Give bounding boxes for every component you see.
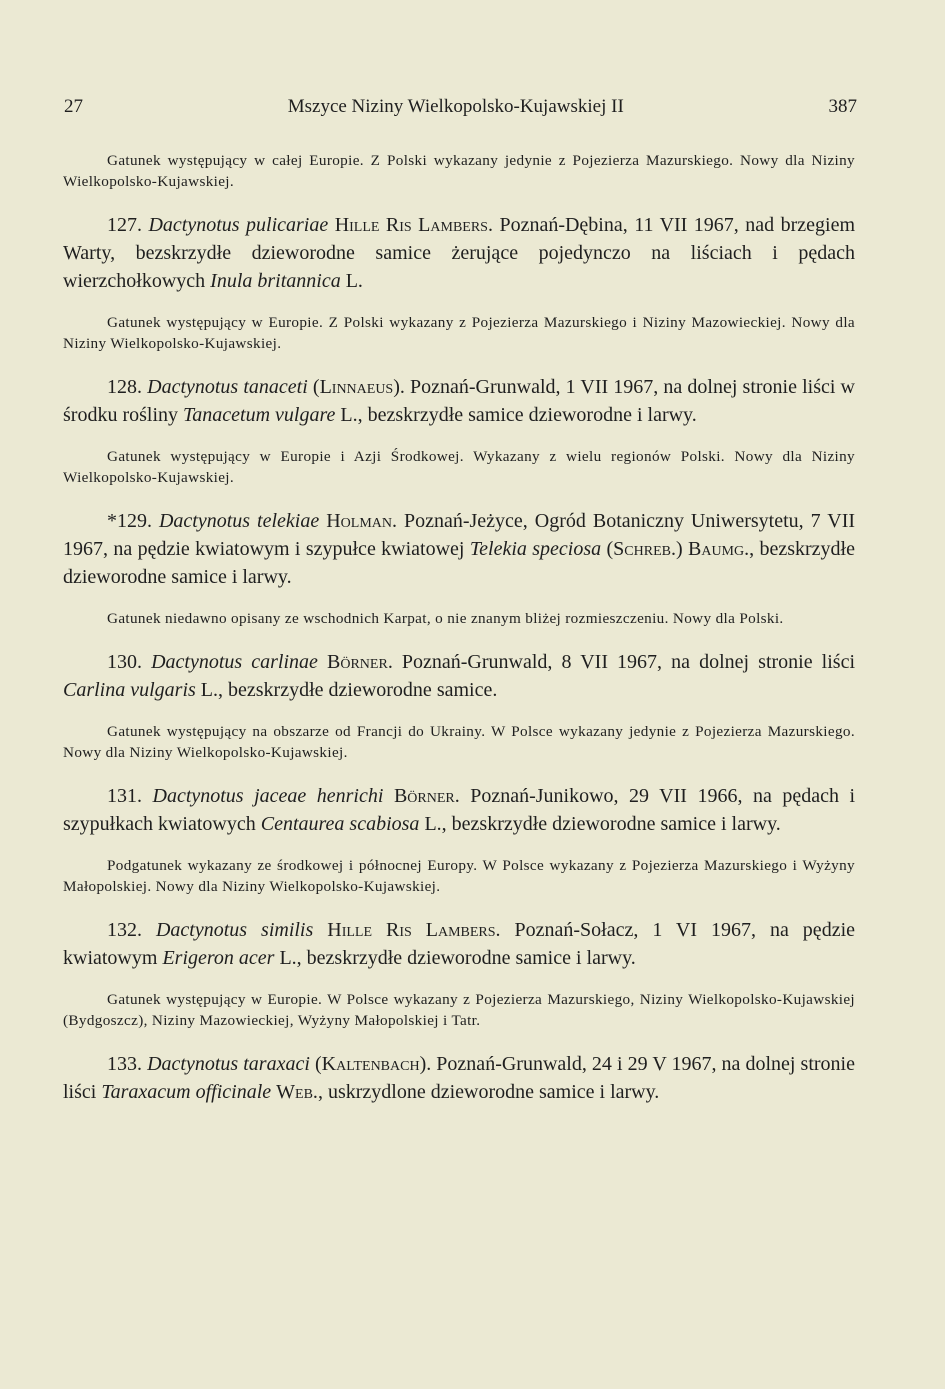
entry-133 xyxy=(63,1050,855,1106)
note-paragraph: Gatunek występujący w całej Europie. Z Polski wykazany jedynie z Pojezierza Mazurskiego. Nowy dla Niziny Wielkopolsko-Kujawskiej. xyxy=(63,152,855,190)
entry-text: . Poznań-Dębina, 11 VII 1967, nad brzegiem Warty, bezskrzydłe dzieworodne samice żerujące pojedynczo na liściach i pędach wierzchołkowych xyxy=(63,214,856,292)
entry-text: ) xyxy=(675,538,688,560)
entry-text: L. xyxy=(340,270,363,292)
species-author: Börner xyxy=(327,651,388,673)
species-author: Kaltenbach xyxy=(321,1053,420,1075)
plant-author: Schreb. xyxy=(613,538,676,560)
entry-number: 127. xyxy=(107,214,142,236)
entry-text: ( xyxy=(307,376,320,398)
entry-text: ). Poznań-Grunwald, 24 i 29 V 1967, na dolnej stronie liści xyxy=(63,1053,855,1103)
species-name: Dactynotus telekiae xyxy=(158,510,320,532)
entry-132 xyxy=(63,916,855,972)
note-paragraph: Gatunek występujący w Europie i Azji Środkowej. Wykazany z wielu regionów Polski. Nowy dla Niziny Wielkopolsko-Kujawskiej. xyxy=(63,448,855,486)
entry-text: L., bezskrzydłe dzieworodne samice i larwy. xyxy=(419,813,781,835)
species-author: Hille Ris Lambers xyxy=(327,919,496,941)
entry-text: . Poznań-Sołacz, 1 VI 1967, na pędzie kwiatowym xyxy=(63,919,855,969)
running-title: Mszyce Niziny Wielkopolsko-Kujawskiej II xyxy=(287,96,624,117)
species-name: Dactynotus jaceae henrichi xyxy=(152,785,384,807)
page-number-right: 387 xyxy=(828,96,857,117)
host-plant: Tanacetum vulgare xyxy=(183,404,336,426)
note-paragraph: Gatunek występujący w Europie. Z Polski wykazany z Pojezierza Mazurskiego i Niziny Mazowieckiej. Nowy dla Niziny Wielkopolsko-Kujawskiej. xyxy=(63,314,855,352)
entry-text: . Poznań-Junikowo, 29 VII 1966, na pędach i szypułkach kwiatowych xyxy=(63,785,856,835)
entry-text: , uskrzydlone dzieworodne samice i larwy. xyxy=(317,1081,660,1103)
host-plant: Telekia speciosa xyxy=(469,538,602,560)
entry-text: L., bezskrzydłe dzieworodne samice. xyxy=(195,679,498,701)
entry-129 xyxy=(63,507,855,591)
host-plant: Inula britannica xyxy=(210,270,341,292)
species-author: Börner xyxy=(393,785,455,807)
note-paragraph: Podgatunek wykazany ze środkowej i północnej Europy. W Polsce wykazany z Pojezierza Mazurskiego i Wyżyny Małopolskiej. Nowy dla Niziny Wielkopolsko-Kujawskiej. xyxy=(63,857,855,895)
host-plant: Carlina vulgaris xyxy=(63,679,196,701)
note-paragraph: Gatunek występujący na obszarze od Francji do Ukrainy. W Polsce wykazany jedynie z Pojezierza Mazurskiego. Nowy dla Niziny Wielkopolsko-Kujawskiej. xyxy=(63,723,855,761)
entry-text: , bezskrzydłe dzieworodne samice i larwy. xyxy=(63,538,855,588)
entry-text: . Poznań-Jeżyce, Ogród Botaniczny Uniwersytetu, 7 VII 1967, na pędzie kwiatowym i szypułce kwiatowej xyxy=(63,510,856,560)
entry-128 xyxy=(63,373,855,429)
page-number-left: 27 xyxy=(64,96,83,117)
entry-number: 130. xyxy=(107,651,142,673)
species-author: Holman xyxy=(326,510,392,532)
entry-number: 133. xyxy=(107,1053,142,1075)
entry-130 xyxy=(63,648,855,704)
note-paragraph: Gatunek występujący w Europie. W Polsce wykazany z Pojezierza Mazurskiego, Niziny Wielkopolsko-Kujawskiej (Bydgoszcz), Niziny Mazowieckiej, Wyżyny Małopolskiej i Tatr. xyxy=(63,991,855,1029)
entry-number: 128. xyxy=(107,376,142,398)
entry-number: 131. xyxy=(107,785,142,807)
species-author: Hille Ris Lambers xyxy=(334,214,488,236)
species-author: Linnaeus xyxy=(319,376,394,398)
entry-number: 132. xyxy=(107,919,142,941)
running-header xyxy=(64,96,857,118)
entry-text: ). Poznań-Grunwald, 1 VII 1967, na dolnej stronie liści w środku rośliny xyxy=(63,376,855,426)
entry-text: . Poznań-Grunwald, 8 VII 1967, na dolnej stronie liści xyxy=(387,651,856,673)
note-paragraph: Gatunek niedawno opisany ze wschodnich Karpat, o nie znanym bliżej rozmieszczeniu. Nowy dla Polski. xyxy=(107,610,784,627)
entry-text: ( xyxy=(601,538,614,560)
entry-text: L., bezskrzydłe samice dzieworodne i larwy. xyxy=(335,404,697,426)
entry-number: *129. xyxy=(107,510,152,532)
species-name: Dactynotus pulicariae xyxy=(148,214,329,236)
entry-131 xyxy=(63,782,855,838)
plant-author: Web. xyxy=(276,1081,318,1103)
entry-text: ( xyxy=(309,1053,322,1075)
species-name: Dactynotus tanaceti xyxy=(147,376,308,398)
host-plant: Centaurea scabiosa xyxy=(260,813,420,835)
entry-text: L., bezskrzydłe dzieworodne samice i larwy. xyxy=(274,947,636,969)
species-name: Dactynotus similis xyxy=(155,919,314,941)
entry-127 xyxy=(63,211,855,295)
host-plant: Erigeron acer xyxy=(162,947,275,969)
plant-author: Baumg. xyxy=(688,538,750,560)
page-body xyxy=(63,150,855,1123)
host-plant: Taraxacum officinale xyxy=(101,1081,272,1103)
species-name: Dactynotus taraxaci xyxy=(147,1053,310,1075)
species-name: Dactynotus carlinae xyxy=(151,651,318,673)
